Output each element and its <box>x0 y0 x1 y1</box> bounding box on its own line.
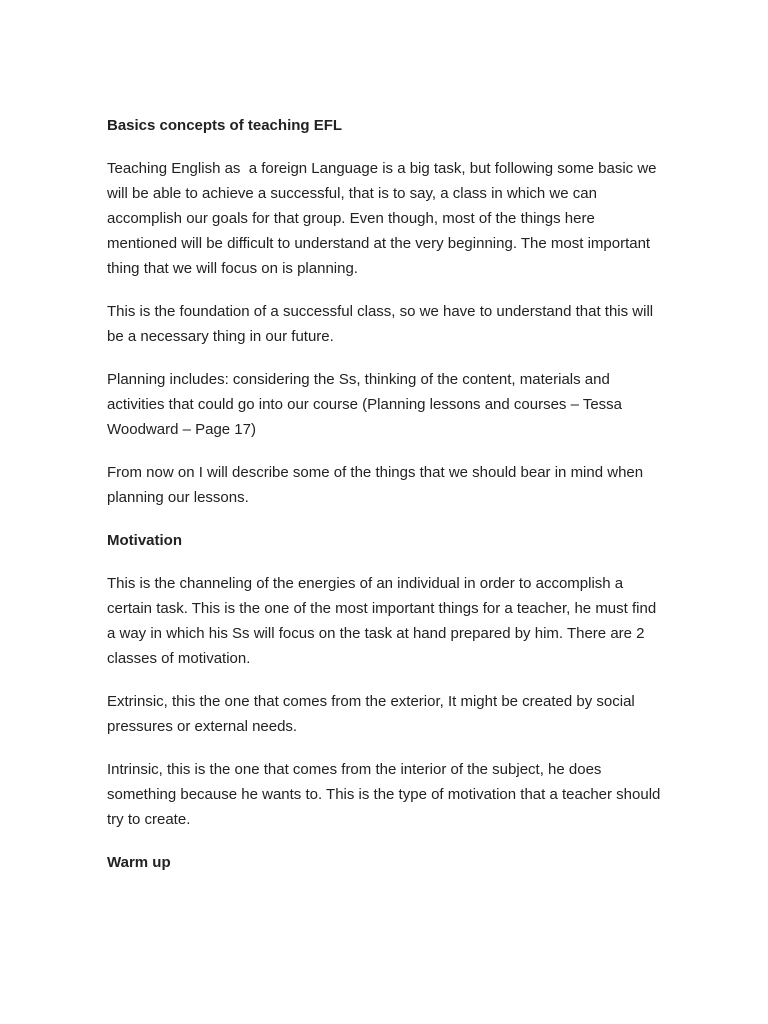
paragraph-intro-1: Teaching English as a foreign Language is a big task, but following some basic we will be able to achieve a successful, that is to say, a class in which we can accomplish our goals for that group. Even though, most of the things here mentioned will be difficult to understand at the very beginning. The most important thing that we will focus on is planning. <box>107 160 661 277</box>
document-title: Basics concepts of teaching EFL <box>107 117 343 134</box>
paragraph-motivation-3: Intrinsic, this is the one that comes from the interior of the subject, he does something because he wants to. This is the type of motivation that a teacher should try to create. <box>107 761 665 828</box>
section-heading-warm-up: Warm up <box>107 854 171 871</box>
section-heading-motivation: Motivation <box>107 532 182 549</box>
paragraph-intro-4: From now on I will describe some of the things that we should bear in mind when planning our lessons. <box>107 464 648 506</box>
paragraph-motivation-2: Extrinsic, this the one that comes from the exterior, It might be created by social pressures or external needs. <box>107 693 639 735</box>
document-page <box>107 113 667 893</box>
paragraph-intro-3: Planning includes: considering the Ss, thinking of the content, materials and activities that could go into our course (Planning lessons and courses – Tessa Woodward – Page 17) <box>107 371 627 438</box>
paragraph-motivation-1: This is the channeling of the energies of an individual in order to accomplish a certain task. This is the one of the most important things for a teacher, he must find a way in which his Ss will focus on the task at hand prepared by him. There are 2 classes of motivation. <box>107 575 661 667</box>
paragraph-intro-2: This is the foundation of a successful class, so we have to understand that this will be a necessary thing in our future. <box>107 303 658 345</box>
